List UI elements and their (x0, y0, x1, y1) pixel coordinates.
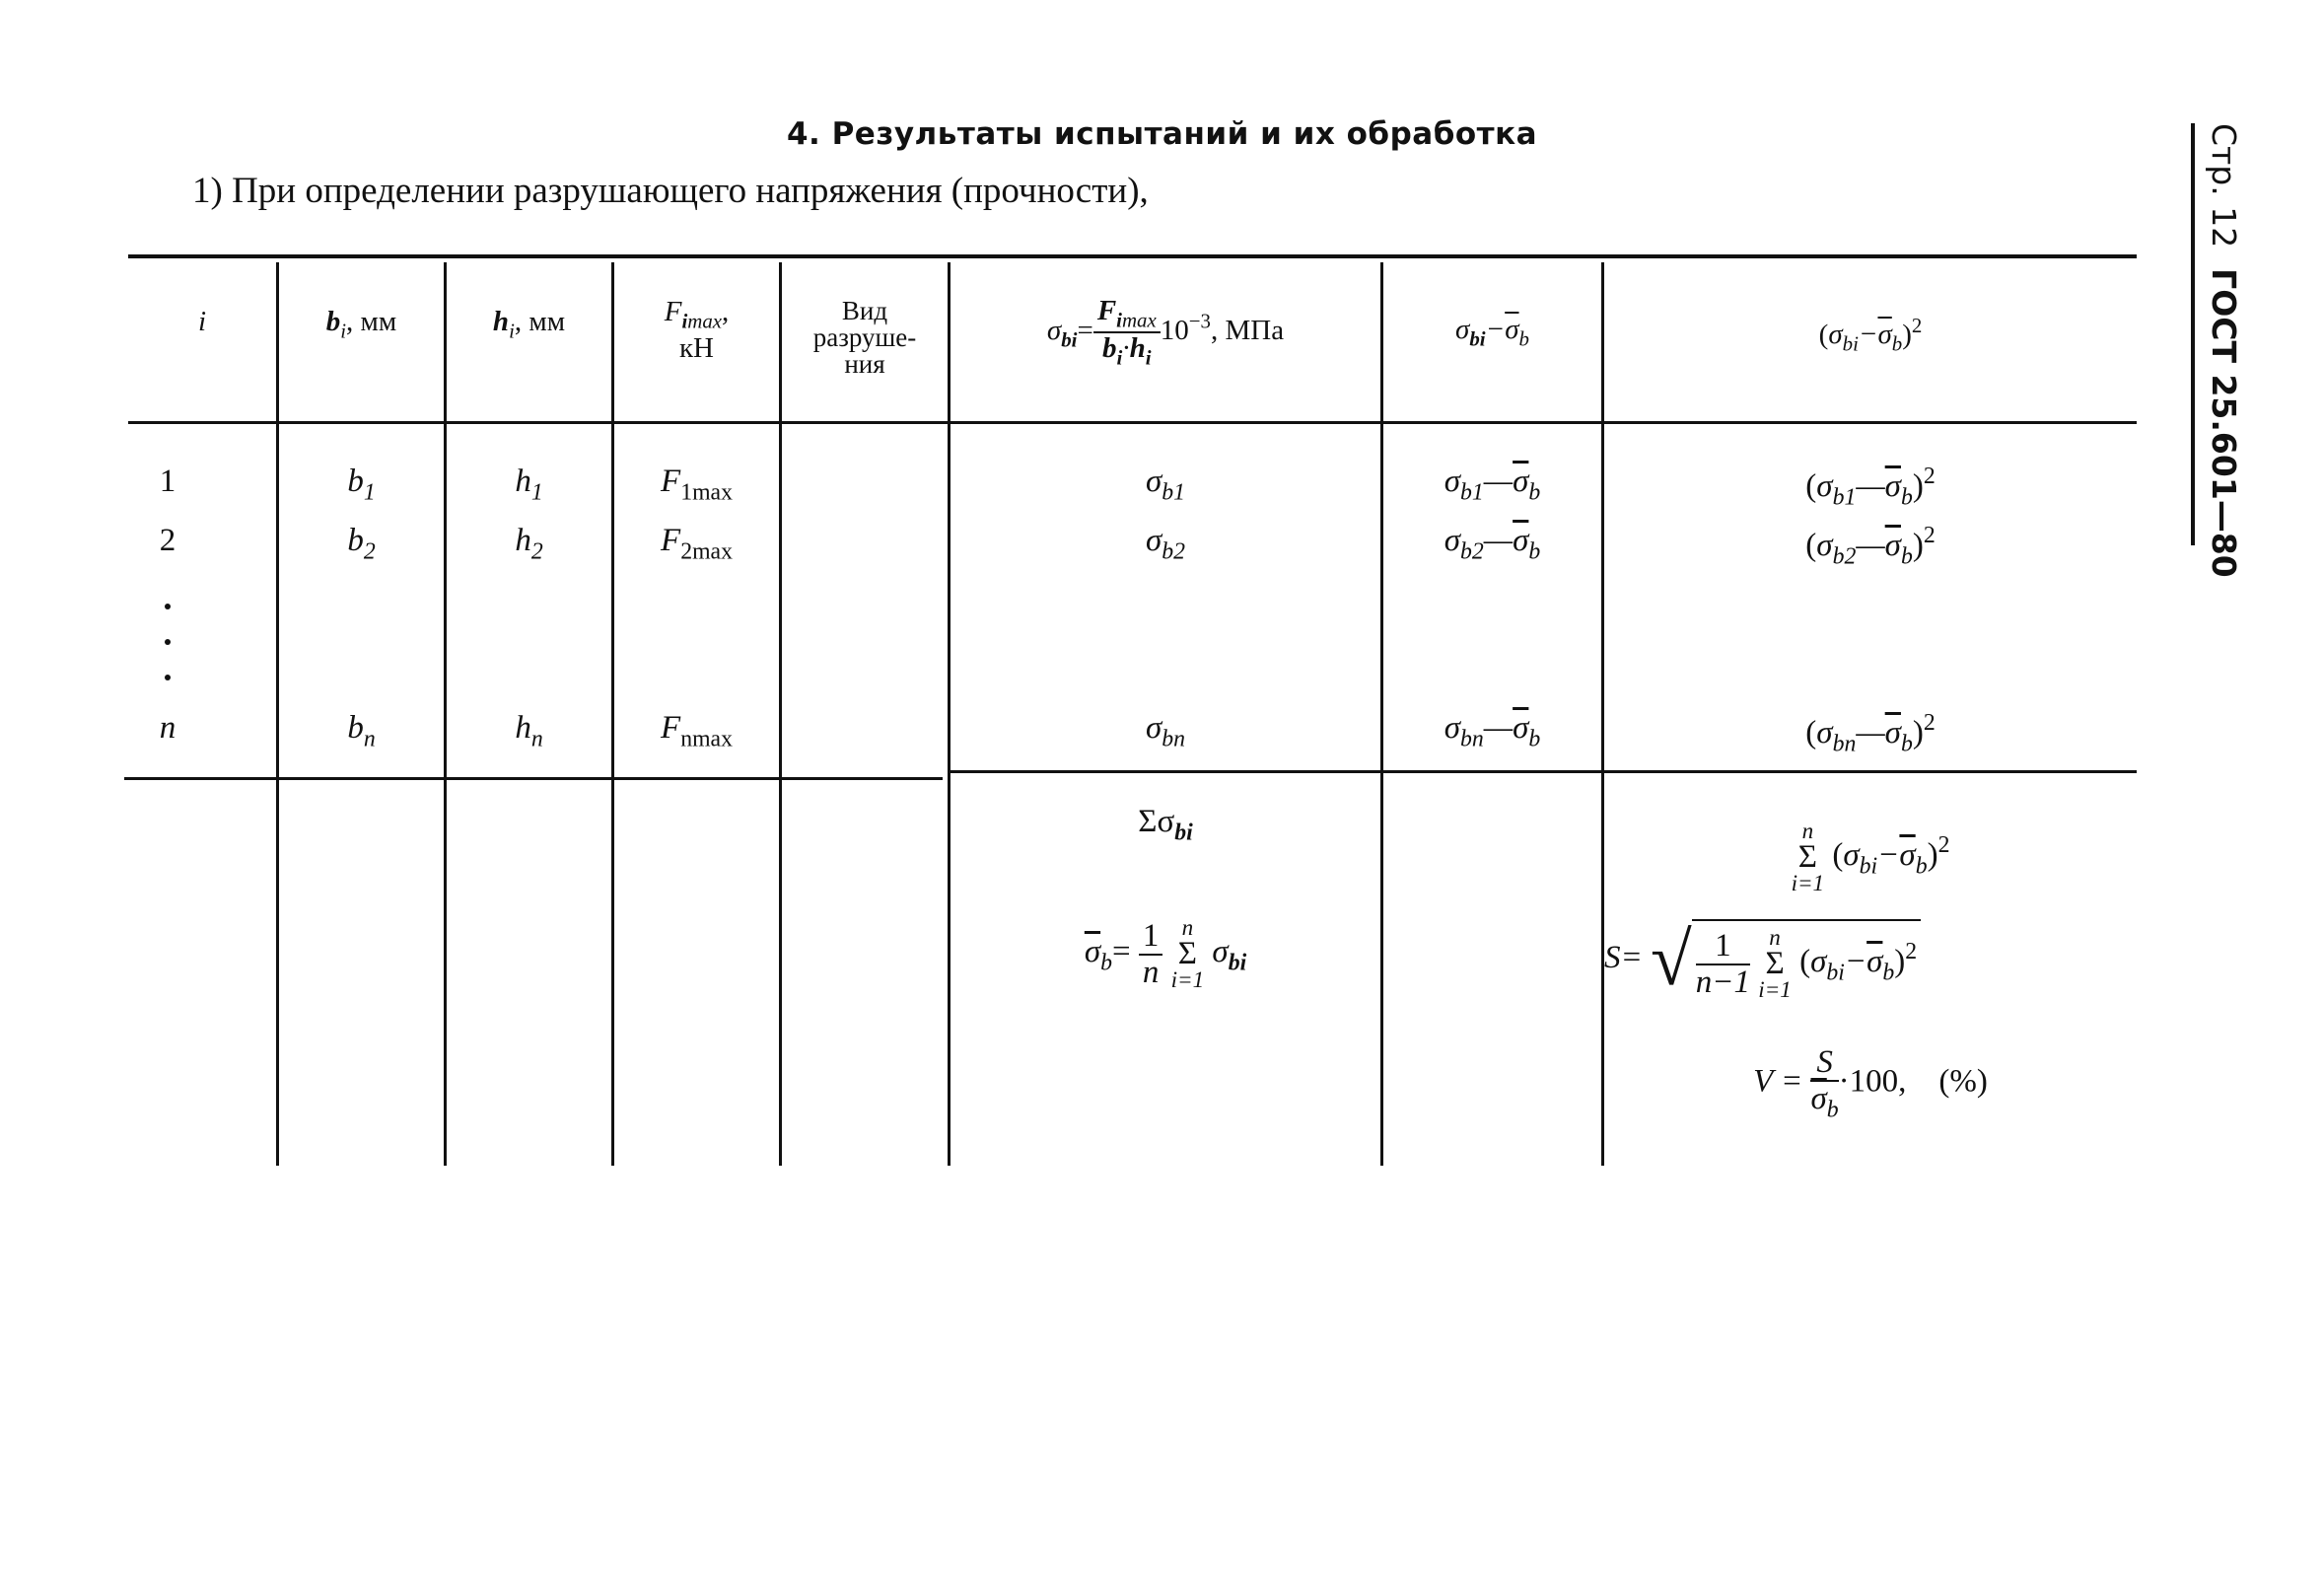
header-failure-type: Вид разруше- ния (812, 296, 917, 379)
row-deviation-squared: $(\sigma_{bn}—\overline{\sigma}_b)^2$ (1805, 710, 1936, 757)
stamp-rule (2191, 123, 2195, 545)
row-width: $b_1$ (347, 464, 376, 506)
stamp-text (2205, 123, 2243, 578)
row-height: $h_2$ (515, 523, 543, 565)
row-width: $b_n$ (347, 710, 376, 752)
page-stamp (2191, 123, 2250, 578)
row-deviation-squared: $(\sigma_{b1}—\overline{\sigma}_b)^2$ (1805, 464, 1936, 511)
row-deviation-squared: $(\sigma_{b2}—\overline{\sigma}_b)^2$ (1805, 523, 1936, 570)
sum-sigma: $\Sigma\sigma_{bi}$ (1138, 804, 1193, 846)
row-height: $h_1$ (515, 464, 543, 506)
header-b: $b_i$, мм (325, 306, 397, 343)
row-index: n (159, 710, 176, 746)
intro-text: 1) При определении разрушающего напряжения (прочности), (192, 171, 1149, 211)
header-h: $h_i$, мм (492, 306, 566, 343)
row-sigma: $\sigma_{bn}$ (1145, 710, 1186, 752)
header-sigma-formula: $\sigma_{bi}=$ $\frac{F_{imax}}{b_i\cdot h_i}$ $10^{-3}$, МПа (1046, 295, 1285, 370)
row-sigma: $\sigma_{b1}$ (1145, 464, 1186, 506)
body-bottom-rule-right (950, 770, 2137, 773)
header-deviation: $\sigma_{bi}-\overline{\sigma}_b$ (1455, 314, 1529, 351)
column-rule (779, 262, 782, 1166)
sum-deviation-squared: n Σ i=1 $(\sigma_{bi}-\overline{\sigma}_b)^2$ (1791, 818, 1950, 896)
header-deviation-squared: $(\sigma_{bi}-\overline{\sigma}_b)^2$ (1818, 314, 1923, 356)
page-number-label: Стр. 12 (2205, 123, 2243, 249)
row-fmax: $F_{2max}$ (661, 523, 733, 565)
row-deviation: $\sigma_{b1}—\overline{\sigma}_b$ (1444, 464, 1541, 506)
standard-number: ГОСТ 25.601—80 (2205, 268, 2243, 578)
ellipsis-dot (165, 675, 171, 680)
ellipsis-dot (165, 639, 171, 645)
row-deviation: $\sigma_{b2}—\overline{\sigma}_b$ (1444, 523, 1541, 565)
header-bottom-rule (128, 421, 2137, 424)
row-height: $h_n$ (515, 710, 543, 752)
variation-coefficient-formula: V = $\frac{S}{\overline{\sigma}_b}$ ·100, (%) (1753, 1044, 1988, 1122)
header-fmax: $F_{imax}$, кН (664, 296, 730, 365)
header-i: i (197, 306, 207, 337)
row-fmax: $F_{1max}$ (661, 464, 733, 506)
mean-sigma-formula: $\overline{\sigma}_b=$ $\frac{1}{n}$ n Σ i=1 $\sigma_{bi}$ (1084, 914, 1247, 993)
row-index: 1 (159, 464, 176, 499)
body-bottom-rule-left (124, 777, 943, 780)
row-sigma: $\sigma_{b2}$ (1145, 523, 1186, 565)
row-deviation: $\sigma_{bn}—\overline{\sigma}_b$ (1444, 710, 1541, 752)
row-index: 2 (159, 523, 176, 558)
table-top-rule (128, 254, 2137, 258)
section-title: 4. Результаты испытаний и их обработка (786, 116, 1538, 152)
std-deviation-formula: S= √ $\frac{1}{n-1}$ n Σ i=1 $(\sigma_{bi}-\overline{\sigma}_b)^2$ (1604, 917, 2156, 1003)
row-width: $b_2$ (347, 523, 376, 565)
row-fmax: $F_{nmax}$ (661, 710, 733, 752)
ellipsis-dot (165, 604, 171, 609)
